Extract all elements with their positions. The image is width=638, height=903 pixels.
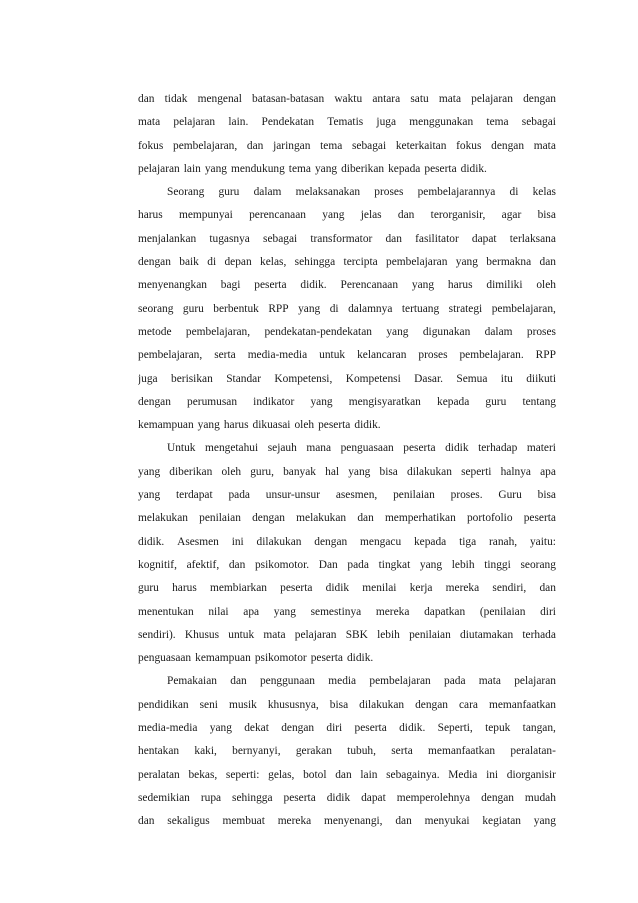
text-line: dan tidak mengenal batasan-batasan waktu antara satu mata pelajaran dengan [138, 93, 556, 105]
text-line: didik. Asesmen ini dilakukan dengan mengacu kepada tiga ranah, yaitu: [138, 535, 556, 548]
text-line: pelajaran lain yang mendukung tema yang diberikan kepada peserta didik. [138, 162, 487, 175]
text-line: hentakan kaki, bernyanyi, gerakan tubuh, serta memanfaatkan peralatan- [138, 745, 556, 758]
text-line: melakukan penilaian dengan melakukan dan memperhatikan portofolio peserta [138, 512, 556, 525]
text-line: yang diberikan oleh guru, banyak hal yang bisa dilakukan seperti halnya apa [138, 465, 556, 478]
text-line: Untuk mengetahui sejauh mana penguasaan peserta didik terhadap materi [167, 442, 556, 455]
text-line: dengan perumusan indikator yang mengisyaratkan kepada guru tentang [138, 395, 556, 408]
text-line: menyenangkan bagi peserta didik. Perencanaan yang harus dimiliki oleh [138, 279, 556, 292]
text-line: kemampuan yang harus dikuasai oleh peserta didik. [138, 419, 381, 432]
text-line: menentukan nilai apa yang semestinya mereka dapatkan (penilaian diri [138, 605, 556, 618]
text-line: sendiri). Khusus untuk mata pelajaran SBK lebih penilaian diutamakan terhada [138, 628, 556, 641]
paragraph [138, 437, 556, 670]
text-line: pembelajaran, serta media-media untuk kelancaran proses pembelajaran. RPP [138, 349, 556, 362]
text-line: sedemikian rupa sehingga peserta didik dapat memperolehnya dengan mudah [138, 791, 556, 804]
text-line: guru harus membiarkan peserta didik menilai kerja mereka sendiri, dan [138, 582, 556, 595]
text-line: kognitif, afektif, dan psikomotor. Dan pada tingkat yang lebih tinggi seorang [138, 558, 556, 571]
text-line: pendidikan seni musik khususnya, bisa dilakukan dengan cara memanfaatkan [138, 698, 556, 711]
text-line: metode pembelajaran, pendekatan-pendekatan yang digunakan dalam proses [138, 325, 556, 338]
text-line: harus mempunyai perencanaan yang jelas dan terorganisir, agar bisa [138, 209, 556, 222]
text-line: menjalankan tugasnya sebagai transformator dan fasilitator dapat terlaksana [138, 232, 556, 245]
text-line: peralatan bekas, seperti: gelas, botol dan lain sebagainya. Media ini diorganisir [138, 768, 556, 781]
text-line: seorang guru berbentuk RPP yang di dalamnya tertuang strategi pembelajaran, [138, 302, 556, 315]
paragraph [138, 181, 556, 437]
text-line: Pemakaian dan penggunaan media pembelajaran pada mata pelajaran [167, 675, 556, 688]
text-line: dan sekaligus membuat mereka menyenangi, dan menyukai kegiatan yang [138, 815, 556, 828]
text-line: dengan baik di depan kelas, sehingga tercipta pembelajaran yang bermakna dan [138, 256, 556, 269]
text-line: fokus pembelajaran, dan jaringan tema sebagai keterkaitan fokus dengan mata [138, 139, 556, 152]
text-line: juga berisikan Standar Kompetensi, Kompetensi Dasar. Semua itu diikuti [138, 372, 556, 385]
text-line: yang terdapat pada unsur-unsur asesmen, penilaian proses. Guru bisa [138, 489, 556, 502]
text-line: penguasaan kemampuan psikomotor peserta didik. [138, 652, 374, 665]
text-line: media-media yang dekat dengan diri peserta didik. Seperti, tepuk tangan, [138, 722, 556, 735]
text-line: mata pelajaran lain. Pendekatan Tematis juga menggunakan tema sebagai [138, 116, 556, 129]
text-line: Seorang guru dalam melaksanakan proses pembelajarannya di kelas [167, 186, 556, 199]
document-page [138, 88, 556, 834]
paragraph [138, 88, 556, 181]
paragraph [138, 670, 556, 833]
